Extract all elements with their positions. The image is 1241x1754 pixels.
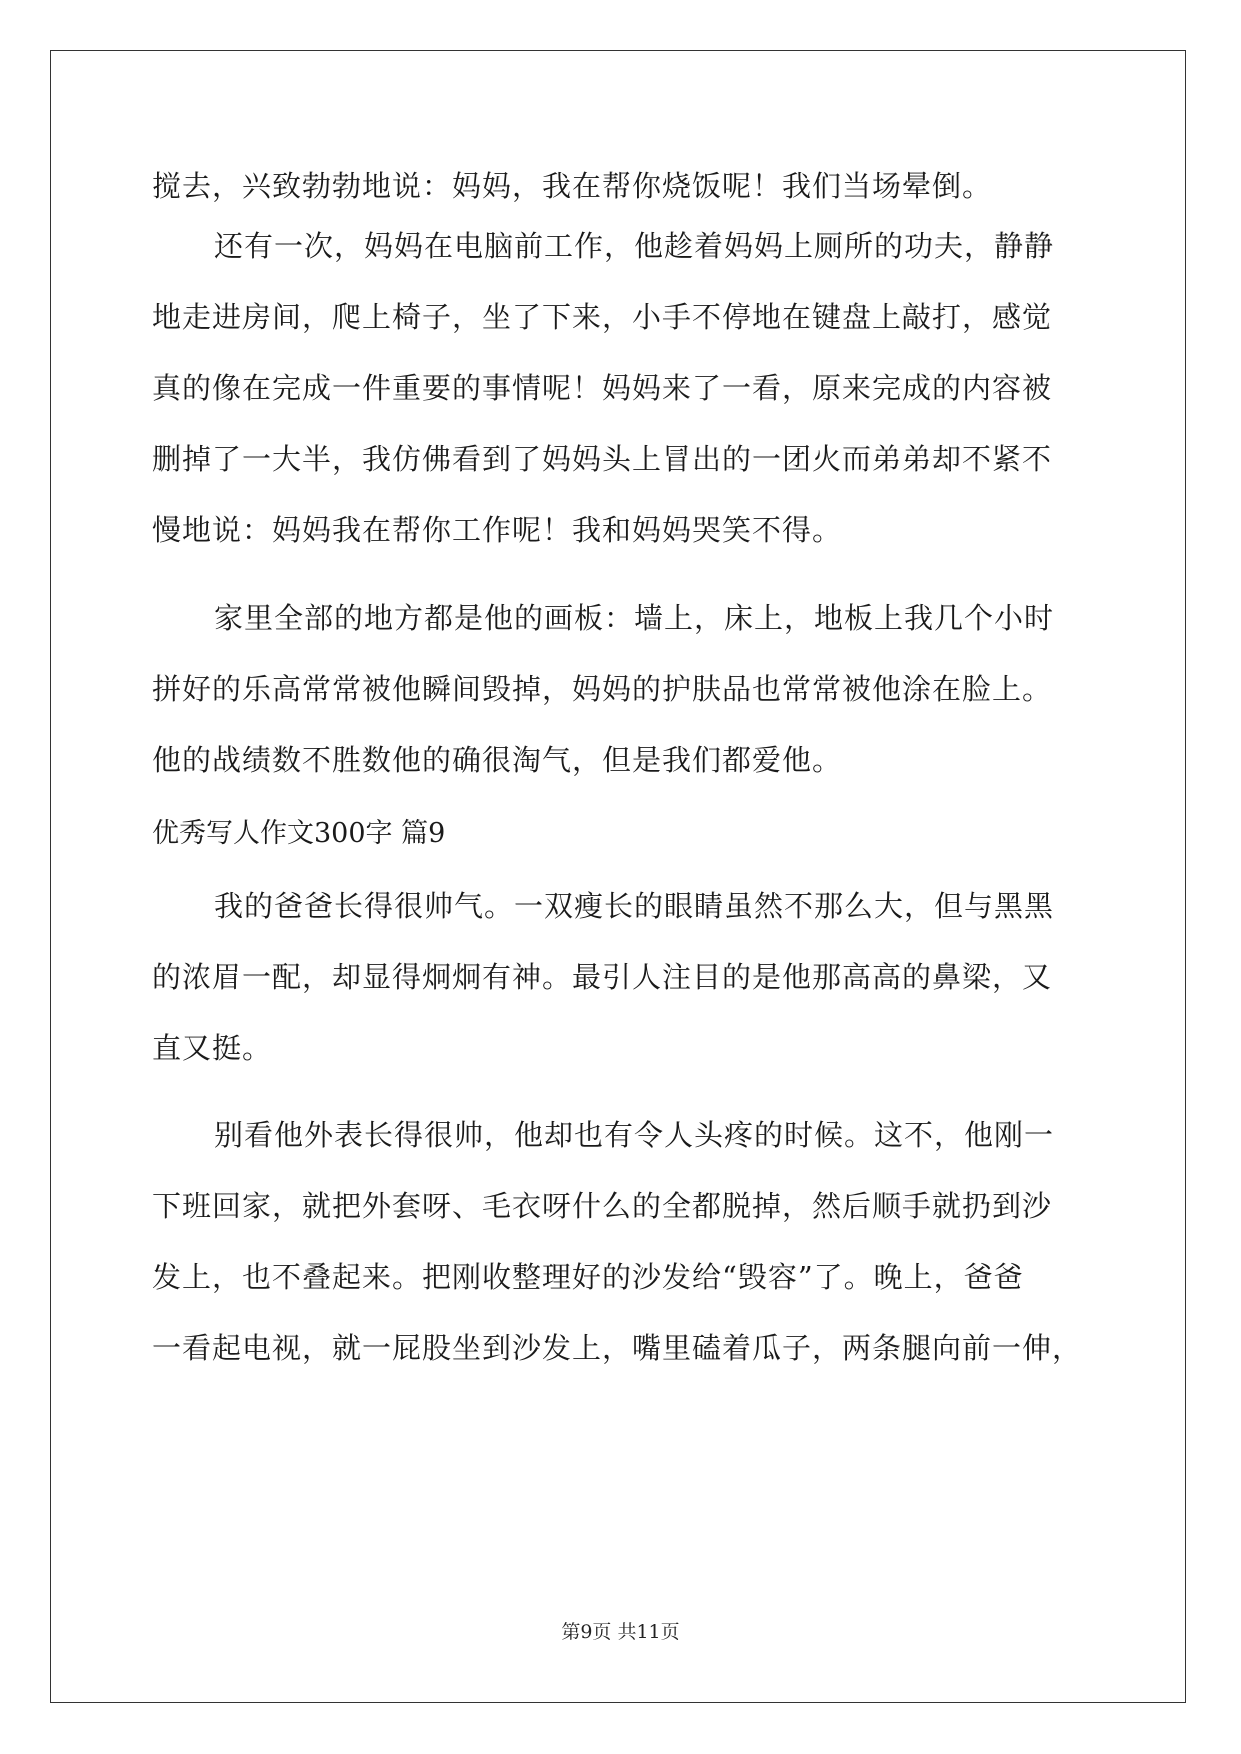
text-line: 他的战绩数不胜数他的确很淘气，但是我们都爱他。 <box>152 743 843 777</box>
text-line: 慢地说：妈妈我在帮你工作呢！我和妈妈哭笑不得。 <box>152 513 843 547</box>
text-line: 删掉了一大半，我仿佛看到了妈妈头上冒出的一团火而弟弟却不紧不 <box>152 442 1053 476</box>
text-line: 搅去，兴致勃勃地说：妈妈，我在帮你烧饭呢！我们当场晕倒。 <box>152 169 993 203</box>
text-line: 下班回家，就把外套呀、毛衣呀什么的全都脱掉，然后顺手就扔到沙 <box>152 1189 1053 1223</box>
text-line: 别看他外表长得很帅，他却也有令人头疼的时候。这不，他刚一 <box>214 1118 1055 1152</box>
page-border <box>50 50 1186 1703</box>
text-line: 地走进房间，爬上椅子，坐了下来，小手不停地在键盘上敲打，感觉 <box>152 300 1053 334</box>
text-line: 一看起电视，就一屁股坐到沙发上，嘴里磕着瓜子，两条腿向前一伸， <box>152 1331 1083 1365</box>
section-heading: 优秀写人作文300字 篇9 <box>152 818 446 849</box>
text-line: 家里全部的地方都是他的画板：墙上，床上，地板上我几个小时 <box>214 601 1055 635</box>
text-line: 的浓眉一配，却显得炯炯有神。最引人注目的是他那高高的鼻梁，又 <box>152 960 1053 994</box>
page-footer: 第9页 共11页 <box>561 1621 680 1643</box>
text-line: 我的爸爸长得很帅气。一双瘦长的眼睛虽然不那么大，但与黑黑 <box>214 889 1055 923</box>
text-line: 真的像在完成一件重要的事情呢！妈妈来了一看，原来完成的内容被 <box>152 371 1053 405</box>
text-line: 还有一次，妈妈在电脑前工作，他趁着妈妈上厕所的功夫，静静 <box>214 229 1055 263</box>
text-line: 直又挺。 <box>152 1031 273 1065</box>
text-line: 发上，也不叠起来。把刚收整理好的沙发给“毁容”了。晚上，爸爸 <box>152 1260 1024 1294</box>
text-line: 拼好的乐高常常被他瞬间毁掉，妈妈的护肤品也常常被他涂在脸上。 <box>152 672 1053 706</box>
